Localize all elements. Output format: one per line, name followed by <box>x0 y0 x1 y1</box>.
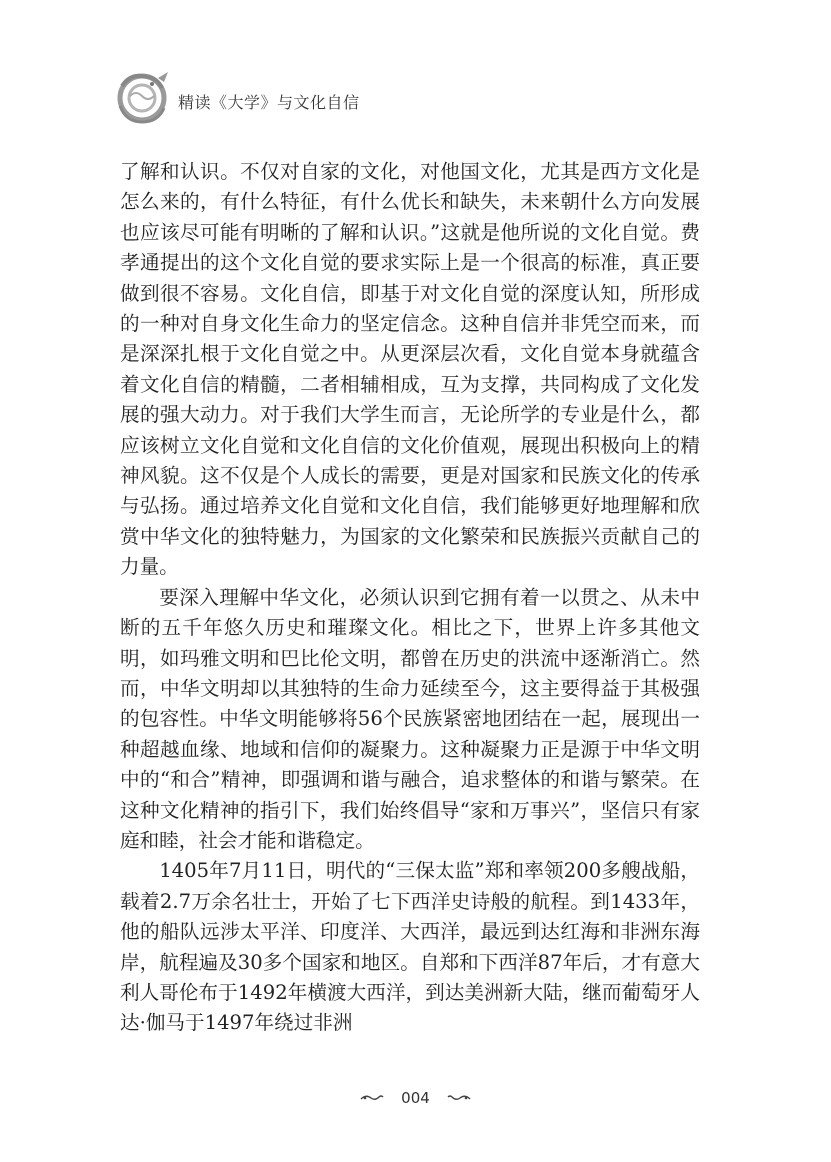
paragraph: 1405年7月11日，明代的“三保太监”郑和率领200多艘战船，载着2.7万余名壮士，开始了七下西洋史诗般的航程。到1433年，他的船队远涉太平洋、印度洋、大西洋，最远到达红海和非洲东海岸，航程遍及30多个国家和地区。自郑和下西洋87年后，才有意大利人哥伦布于1492年横渡大西洋，到达美洲新大陆，继而葡萄牙人达·伽马于1497年绕过非洲 <box>120 859 700 1035</box>
running-header <box>112 66 732 130</box>
page-footer <box>0 1088 831 1107</box>
left-flourish-icon <box>360 1093 384 1103</box>
right-flourish-icon <box>447 1093 471 1103</box>
page-number: 004 <box>401 1088 430 1107</box>
paragraph-continued: 了解和认识。不仅对自家的文化，对他国文化，尤其是西方文化是怎么来的，有什么特征，有什么优长和缺失，未来朝什么方向发展也应该尽可能有明晰的了解和认识。”这就是他所说的文化自觉。费孝通提出的这个文化自觉的要求实际上是一个很高的标准，真正要做到很不容易。文化自信，即基于对文化自觉的深度认知，所形成的一种对自身文化生命力的坚定信念。这种自信并非凭空而来，而是深深扎根于文化自觉之中。从更深层次看，文化自觉本身就蕴含着文化自信的精髓，二者相辅相成，互为支撑，共同构成了文化发展的强大动力。对于我们大学生而言，无论所学的专业是什么，都应该树立文化自觉和文化自信的文化价值观，展现出积极向上的精神风貌。这不仅是个人成长的需要，更是对国家和民族文化的传承与弘扬。通过培养文化自觉和文化自信，我们能够更好地理解和欣赏中华文化的独特魅力，为国家的文化繁荣和民族振兴贡献自己的力量。 <box>120 160 700 579</box>
body-text <box>120 157 700 1039</box>
book-title: 精读《大学》与文化自信 <box>178 93 360 112</box>
paragraph: 要深入理解中华文化，必须认识到它拥有着一以贯之、从未中断的五千年悠久历史和璀璨文化。相比之下，世界上许多其他文明，如玛雅文明和巴比伦文明，都曾在历史的洪流中逐渐消亡。然而，中华文明却以其独特的生命力延续至今，这主要得益于其极强的包容性。中华文明能够将56个民族紧密地团结在一起，展现出一种超越血缘、地域和信仰的凝聚力。这种凝聚力正是源于中华文明中的“和合”精神，即强调和谐与融合，追求整体的和谐与繁荣。在这种文化精神的指引下，我们始终倡导“家和万事兴”，坚信只有家庭和睦，社会才能和谐稳定。 <box>120 585 700 852</box>
dragon-emblem-icon <box>112 66 176 130</box>
